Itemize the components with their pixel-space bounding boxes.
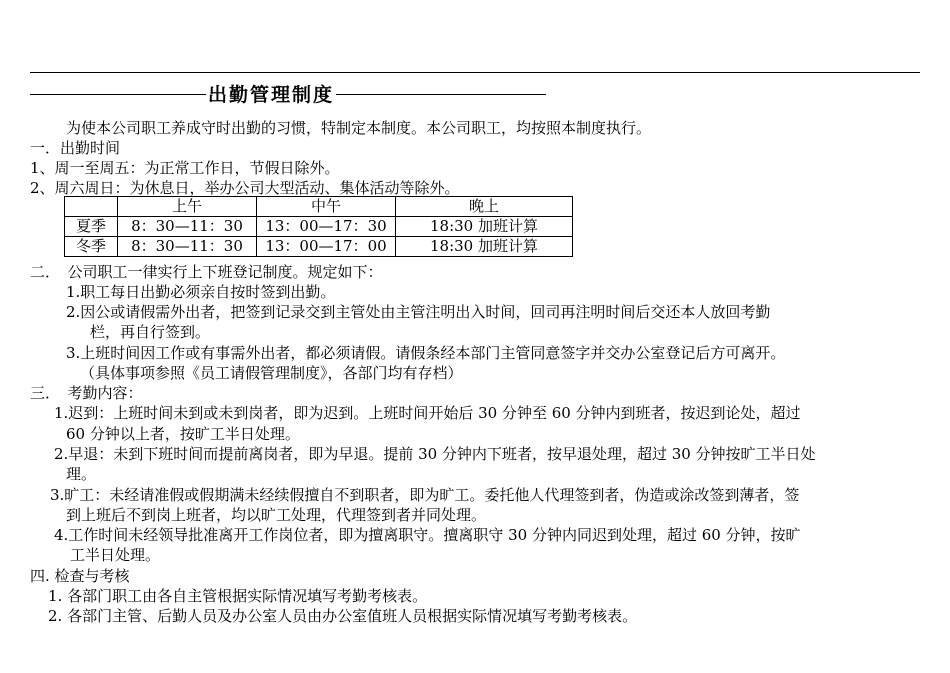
section2-line-3: 栏，再自行签到。 bbox=[90, 323, 211, 341]
table-cell: 13：00—17：00 bbox=[257, 237, 396, 257]
table-cell: 8：30—11：30 bbox=[118, 237, 257, 257]
top-rule bbox=[30, 72, 920, 73]
section4-heading: 四. 检查与考核 bbox=[30, 567, 130, 585]
section1-heading: 一．出勤时间 bbox=[30, 139, 121, 157]
table-cell: 8：30—11：30 bbox=[118, 217, 257, 237]
document-title: 出勤管理制度 bbox=[208, 84, 335, 106]
section4-line-2: 2. 各部门主管、后勤人员及办公室人员由办公室值班人员根据实际情况填写考勤考核表。 bbox=[48, 607, 638, 625]
section2-line-1: 1.职工每日出勤必须亲自按时签到出勤。 bbox=[66, 283, 336, 301]
section3-heading: 三． 考勤内容： bbox=[30, 384, 143, 402]
table-row bbox=[65, 217, 573, 237]
intro-paragraph: 为使本公司职工养成守时出勤的习惯，特制定本制度。本公司职工，均按照本制度执行。 bbox=[66, 119, 652, 137]
section3-line-2: 60 分钟以上者，按旷工半日处理。 bbox=[66, 425, 300, 443]
section3-line-1: 1.迟到：上班时间未到或未到岗者，即为迟到。上班时间开始后 30 分钟至 60 分钟内到班者，按迟到论处，超过 bbox=[54, 404, 801, 422]
table-header-row bbox=[65, 197, 573, 217]
section2-line-5: （具体事项参照《员工请假管理制度》，各部门均有存档） bbox=[80, 364, 463, 382]
section3-line-4: 理。 bbox=[66, 465, 97, 483]
table-header-cell bbox=[65, 197, 118, 217]
table-cell: 夏季 bbox=[65, 217, 118, 237]
table-cell: 冬季 bbox=[65, 237, 118, 257]
table-header-cell: 中午 bbox=[257, 197, 396, 217]
section3-line-5: 3.旷工：未经请准假或假期满未经续假擅自不到职者，即为旷工。委托他人代理签到者，伪造或涂改签到薄者，签 bbox=[50, 486, 800, 504]
section2-line-2: 2.因公或请假需外出者，把签到记录交到主管处由主管注明出入时间，回司再注明时间后交还本人放回考勤 bbox=[66, 303, 771, 321]
table-cell: 18:30 加班计算 bbox=[396, 237, 573, 257]
section3-line-3: 2.早退：未到下班时间而提前离岗者，即为早退。提前 30 分钟内下班者，按早退处理，超过 30 分钟按旷工半日处 bbox=[54, 445, 816, 463]
section3-line-7: 4.工作时间未经领导批准离开工作岗位者，即为擅离职守。擅离职守 30 分钟内同迟到处理，超过 60 分钟，按旷 bbox=[54, 526, 801, 544]
table-cell: 13：00—17：30 bbox=[257, 217, 396, 237]
table-header-cell: 晚上 bbox=[396, 197, 573, 217]
section1-item-2: 2、周六周日：为休息日，举办公司大型活动、集体活动等除外。 bbox=[30, 179, 460, 197]
section2-heading: 二． 公司职工一律实行上下班登记制度。规定如下： bbox=[30, 263, 383, 281]
table-row bbox=[65, 237, 573, 257]
table-cell: 18:30 加班计算 bbox=[396, 217, 573, 237]
section3-line-6: 到上班后不到岗上班者，均以旷工处理，代理签到者并同处理。 bbox=[66, 506, 487, 524]
section2-line-4: 3.上班时间因工作或有事需外出者，都必须请假。请假条经本部门主管同意签字并交办公室登记后方可离开。 bbox=[66, 344, 786, 362]
section3-line-8: 工半日处理。 bbox=[70, 546, 161, 564]
section1-item-1: 1、周一至周五：为正常工作日，节假日除外。 bbox=[30, 159, 340, 177]
schedule-table bbox=[64, 196, 573, 257]
section4-line-1: 1. 各部门职工由各自主管根据实际情况填写考勤考核表。 bbox=[48, 587, 428, 605]
table-header-cell: 上午 bbox=[118, 197, 257, 217]
